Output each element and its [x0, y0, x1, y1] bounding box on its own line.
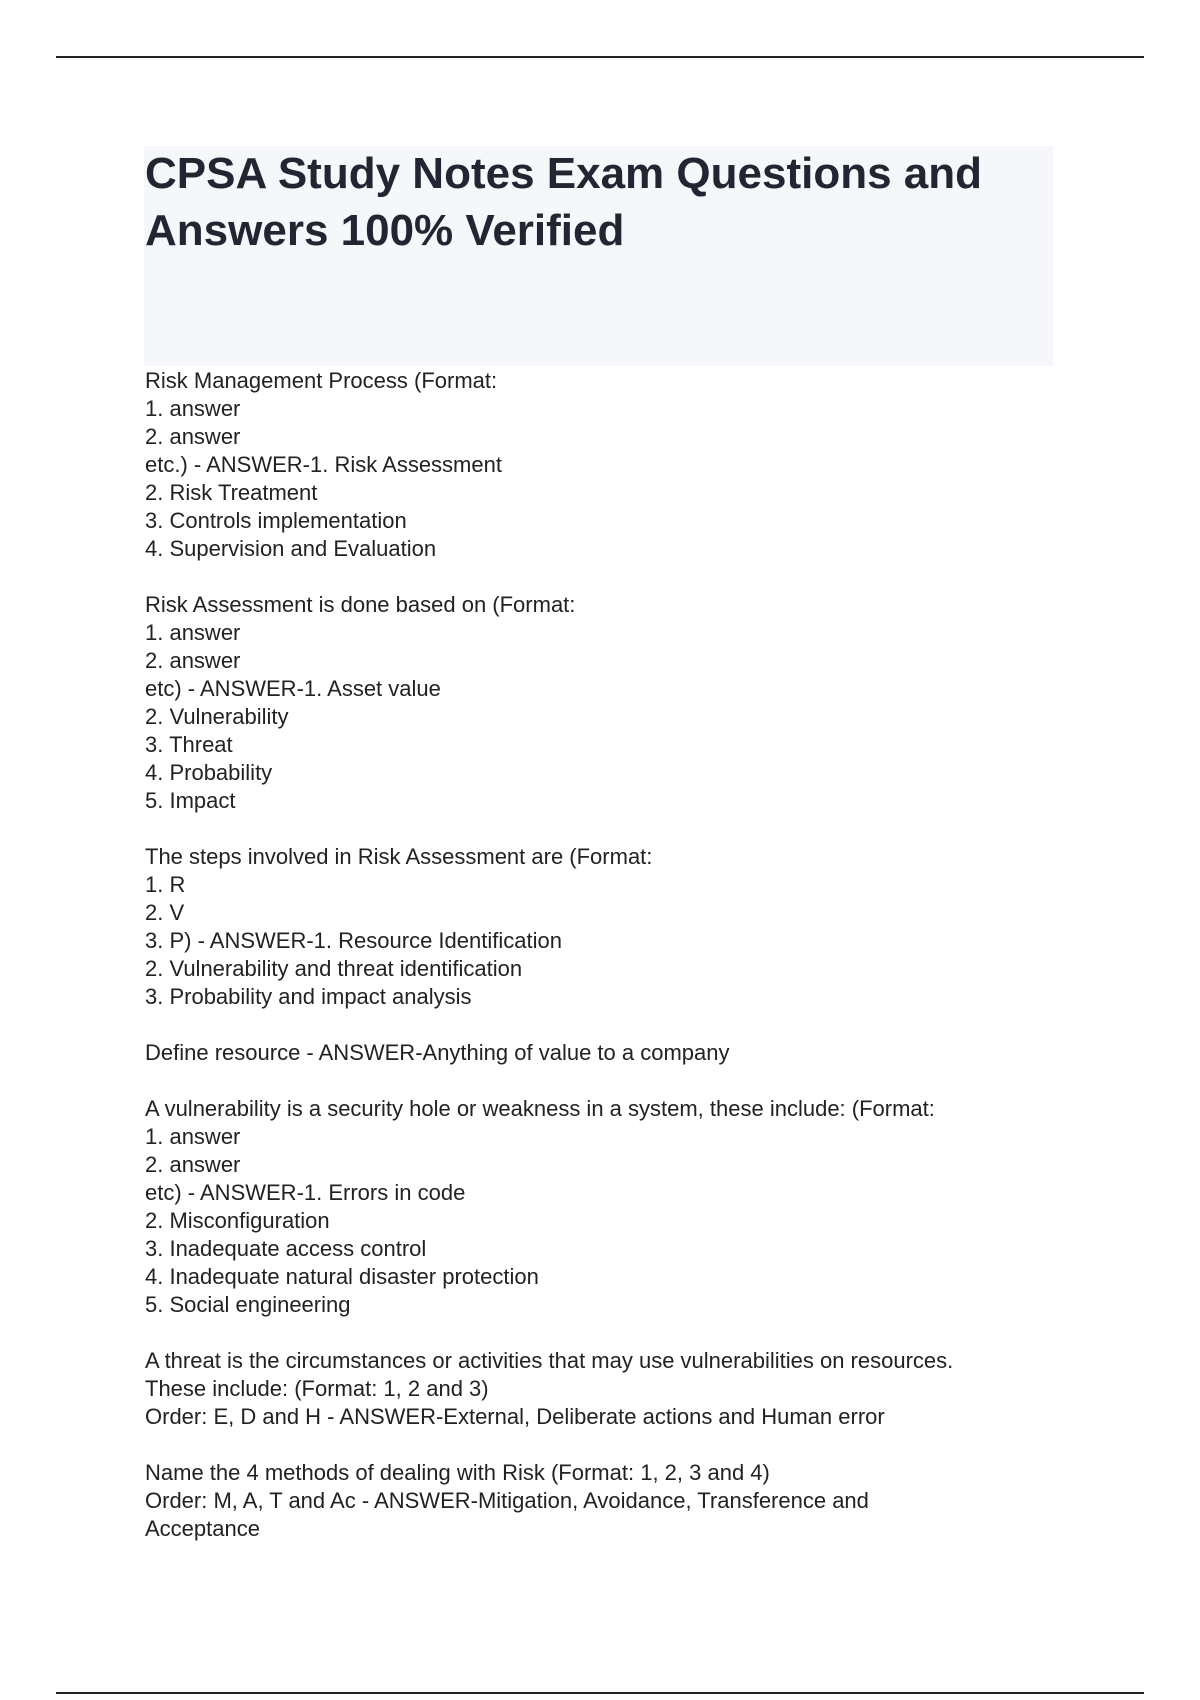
text-line: 1. answer: [145, 396, 241, 421]
document-title: CPSA Study Notes Exam Questions and Answers 100% Verified: [145, 149, 982, 255]
text-line: 5. Social engineering: [145, 1292, 351, 1317]
text-line: Acceptance: [145, 1516, 260, 1541]
top-rule: [56, 56, 1144, 58]
text-line: The steps involved in Risk Assessment are (Format:: [145, 844, 653, 869]
text-line: 2. answer: [145, 648, 241, 673]
qa-block-risk-methods: [145, 1459, 1065, 1543]
text-line: 5. Impact: [145, 788, 236, 813]
qa-block-risk-assessment-basis: [145, 591, 1065, 815]
document-body: [145, 367, 1065, 1571]
text-line: etc.) - ANSWER-1. Risk Assessment: [145, 452, 502, 477]
text-line: Define resource - ANSWER-Anything of value to a company: [145, 1040, 730, 1065]
text-line: 2. answer: [145, 424, 241, 449]
text-line: 1. R: [145, 872, 186, 897]
text-line: A threat is the circumstances or activities that may use vulnerabilities on resources.: [145, 1348, 954, 1373]
text-line: These include: (Format: 1, 2 and 3): [145, 1376, 489, 1401]
text-line: 2. Risk Treatment: [145, 480, 318, 505]
text-line: 4. Inadequate natural disaster protection: [145, 1264, 539, 1289]
text-line: Risk Management Process (Format:: [145, 368, 498, 393]
text-line: 3. Threat: [145, 732, 233, 757]
qa-block-risk-management-process: [145, 367, 1065, 563]
qa-block-threat: [145, 1347, 1065, 1431]
text-line: 2. Misconfiguration: [145, 1208, 330, 1233]
qa-block-vulnerability: [145, 1095, 1065, 1319]
bottom-rule: [56, 1692, 1144, 1694]
text-line: A vulnerability is a security hole or weakness in a system, these include: (Format:: [145, 1096, 935, 1121]
text-line: 1. answer: [145, 620, 241, 645]
text-line: 2. Vulnerability: [145, 704, 289, 729]
text-line: Order: M, A, T and Ac - ANSWER-Mitigation, Avoidance, Transference and: [145, 1488, 869, 1513]
text-line: 3. Inadequate access control: [145, 1236, 427, 1261]
text-line: 2. answer: [145, 1152, 241, 1177]
text-line: 4. Probability: [145, 760, 273, 785]
qa-block-risk-assessment-steps: [145, 843, 1065, 1011]
text-line: 3. Controls implementation: [145, 508, 407, 533]
text-line: Order: E, D and H - ANSWER-External, Deliberate actions and Human error: [145, 1404, 885, 1429]
text-line: 2. V: [145, 900, 185, 925]
qa-block-define-resource: [145, 1039, 1065, 1067]
text-line: Name the 4 methods of dealing with Risk (Format: 1, 2, 3 and 4): [145, 1460, 770, 1485]
text-line: Risk Assessment is done based on (Format:: [145, 592, 576, 617]
text-line: 4. Supervision and Evaluation: [145, 536, 437, 561]
text-line: etc) - ANSWER-1. Errors in code: [145, 1180, 466, 1205]
text-line: 3. Probability and impact analysis: [145, 984, 472, 1009]
text-line: 3. P) - ANSWER-1. Resource Identification: [145, 928, 562, 953]
text-line: 2. Vulnerability and threat identification: [145, 956, 523, 981]
text-line: 1. answer: [145, 1124, 241, 1149]
text-line: etc) - ANSWER-1. Asset value: [145, 676, 441, 701]
